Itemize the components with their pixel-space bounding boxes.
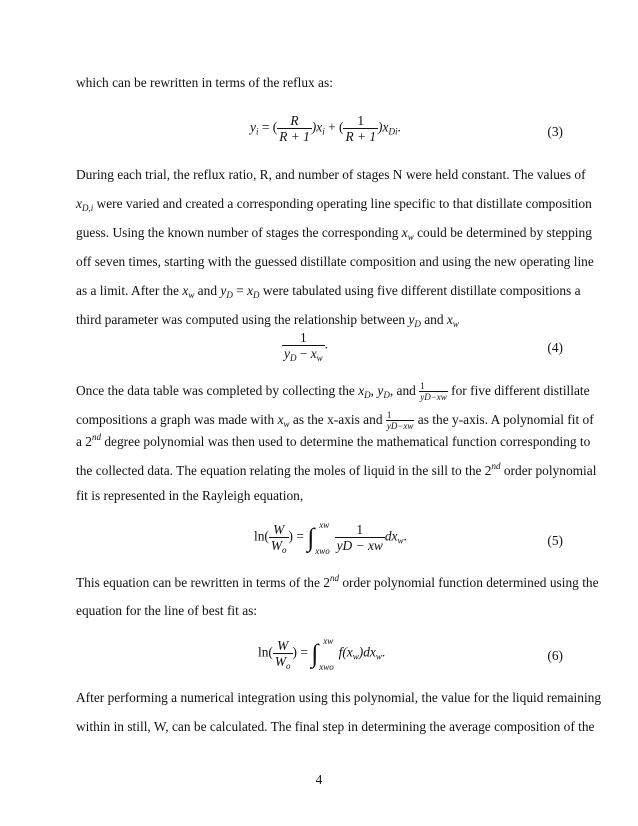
var: y [377, 383, 384, 399]
sub: D [414, 319, 421, 329]
integral-lower: xwo [315, 545, 330, 556]
eq-text: ln( [254, 528, 269, 544]
frac-den [273, 653, 293, 669]
text: and [420, 312, 447, 327]
frac-num: 1 [299, 330, 307, 345]
eq-text: f(x [338, 644, 353, 660]
equation-number: (5) [547, 533, 563, 548]
equation-6 [258, 635, 386, 672]
sub: D [253, 290, 260, 300]
equation-3 [250, 113, 401, 144]
text: which can be rewritten in terms of the reflux as: [76, 75, 333, 90]
var: x [247, 283, 254, 298]
var: x [446, 312, 453, 327]
integral-upper: xw [319, 519, 330, 530]
eq-text: . [381, 644, 386, 660]
paragraph-line [76, 719, 595, 735]
eq-var: W [274, 654, 287, 669]
text: equation for the line of best fit as: [76, 603, 258, 618]
paragraph-line [76, 410, 594, 431]
sub: w [407, 232, 414, 242]
frac-num: 1 [420, 381, 425, 391]
text: as the x-axis and [289, 412, 386, 428]
text: After performing a numerical integration using this polynomial, the value for the liquid remaining [76, 690, 602, 705]
fraction [269, 522, 289, 553]
fraction [273, 638, 293, 669]
frac-den [269, 537, 289, 553]
integral-upper: xw [323, 635, 334, 646]
sup: nd [92, 432, 101, 442]
eq-text: dx [384, 528, 398, 544]
text: as the y-axis. A polynomial fit of [414, 412, 594, 428]
paragraph-line [76, 196, 592, 213]
text: were tabulated using five different distillate compositions a [259, 283, 581, 298]
small-fraction [386, 411, 415, 431]
eq-sub: w [397, 535, 404, 546]
text: guess. Using the known number of stages the corresponding [76, 225, 402, 240]
text: a 2 [76, 434, 92, 449]
frac-num: R [290, 113, 299, 128]
equation-number: (3) [547, 124, 563, 139]
text: = [232, 283, 248, 298]
paragraph-line [76, 603, 564, 619]
frac-den: yD−xw [386, 421, 414, 431]
eq-var: y [250, 119, 256, 135]
frac-den: yD−xw [420, 392, 447, 402]
frac-den: R + 1 [279, 129, 310, 144]
equation-number: (6) [547, 648, 563, 663]
frac-num: 1 [356, 522, 364, 537]
text: order polynomial function determined using the [338, 575, 599, 590]
eq-text: . [397, 119, 401, 135]
paragraph-line [76, 461, 597, 479]
paragraph-line [76, 488, 564, 504]
text: compositions a graph was made with [76, 412, 278, 428]
eq-text: ln( [258, 644, 273, 660]
sub: D [383, 390, 390, 401]
paragraph-line [76, 573, 599, 591]
text: and [194, 283, 221, 298]
var: x [182, 283, 189, 298]
eq-sub: w [375, 651, 382, 662]
eq-text: − [296, 346, 311, 361]
text: degree polynomial was then used to determine the mathematical function corresponding to [101, 434, 591, 449]
text: Once the data table was completed by collecting the [76, 383, 359, 399]
text: During each trial, the reflux ratio, R, and number of stages N were held constant. The values of [76, 167, 586, 182]
eq-var: y [284, 346, 290, 361]
fraction [282, 330, 325, 361]
eq-text: ) = [292, 644, 308, 660]
fraction [335, 522, 385, 553]
fraction [277, 113, 312, 144]
integral-sign: ∫ xw xwo [307, 519, 330, 556]
integral-lower: xwo [319, 661, 334, 672]
eq-sub: Di [388, 126, 398, 137]
var: x [76, 196, 82, 211]
var: y [408, 312, 415, 327]
sub: D [364, 390, 371, 401]
frac-num: 1 [357, 113, 365, 128]
frac-den: R + 1 [345, 129, 377, 144]
eq-sub: o [282, 545, 287, 555]
equation-number: (4) [547, 340, 563, 355]
text: were varied and created a corresponding operating line specific to that distillate composition [93, 196, 592, 211]
eq-var: W [270, 538, 283, 553]
var: x [277, 412, 284, 428]
sup: nd [491, 461, 501, 471]
text: for five different distillate [447, 383, 590, 399]
frac-den: yD − xw [336, 538, 383, 553]
frac-num: W [273, 522, 285, 537]
eq-text: )dx [358, 644, 376, 660]
text: , [370, 383, 378, 399]
equation-4 [282, 330, 328, 361]
paragraph-line [76, 381, 590, 402]
fraction [343, 113, 378, 144]
var: y [220, 283, 227, 298]
eq-sub: o [286, 661, 291, 671]
equation-5 [254, 519, 407, 556]
text: the collected data. The equation relating the moles of liquid in the sill to the 2 [76, 463, 492, 478]
var: x [401, 225, 408, 240]
sup: nd [329, 573, 339, 583]
text: off seven times, starting with the guessed distillate composition and using the new operating line [76, 254, 594, 269]
small-fraction [419, 382, 448, 402]
eq-text: . [324, 336, 329, 352]
paragraph-line [76, 254, 594, 270]
eq-text: )x [378, 119, 389, 135]
sub: w [188, 290, 195, 300]
text: This equation can be rewritten in terms of the 2 [76, 575, 330, 590]
page-number: 4 [315, 772, 323, 787]
integral-sign: ∫ xw xwo [311, 635, 334, 672]
paragraph-line [76, 312, 564, 328]
eq-text: ) = [288, 528, 304, 544]
frac-num: W [277, 638, 289, 653]
eq-var: x [310, 346, 317, 361]
text: within in still, W, can be calculated. The final step in determining the average composition of the [76, 719, 595, 734]
paragraph-line [76, 690, 602, 706]
text: as a limit. After the [76, 283, 183, 298]
var: x [358, 383, 365, 399]
eq-sub: w [316, 353, 323, 363]
paragraph-line [76, 225, 592, 242]
text: order polynomial [500, 463, 597, 478]
text: fit is represented in the Rayleigh equation, [76, 488, 304, 503]
text: , and [389, 383, 420, 399]
eq-sub: w [352, 651, 359, 662]
eq-sub: D [289, 353, 297, 363]
sub: D,i [81, 203, 94, 213]
frac-den [282, 345, 325, 361]
paragraph-line [76, 432, 591, 450]
text: third parameter was computed using the relationship between [76, 312, 409, 327]
paragraph-line [76, 283, 581, 300]
paragraph-line [76, 167, 586, 183]
eq-sub: i [322, 126, 325, 137]
eq-sub: i [255, 126, 259, 137]
frac-num: 1 [386, 410, 392, 420]
text: could be determined by stepping [413, 225, 592, 240]
sub: w [283, 419, 290, 430]
sub: w [452, 319, 459, 329]
sub: D [226, 290, 233, 300]
eq-text: . [403, 528, 407, 544]
eq-text: + ( [324, 119, 344, 135]
eq-text: = ( [261, 119, 278, 135]
paragraph-line [76, 75, 564, 91]
eq-text: )x [311, 119, 323, 135]
